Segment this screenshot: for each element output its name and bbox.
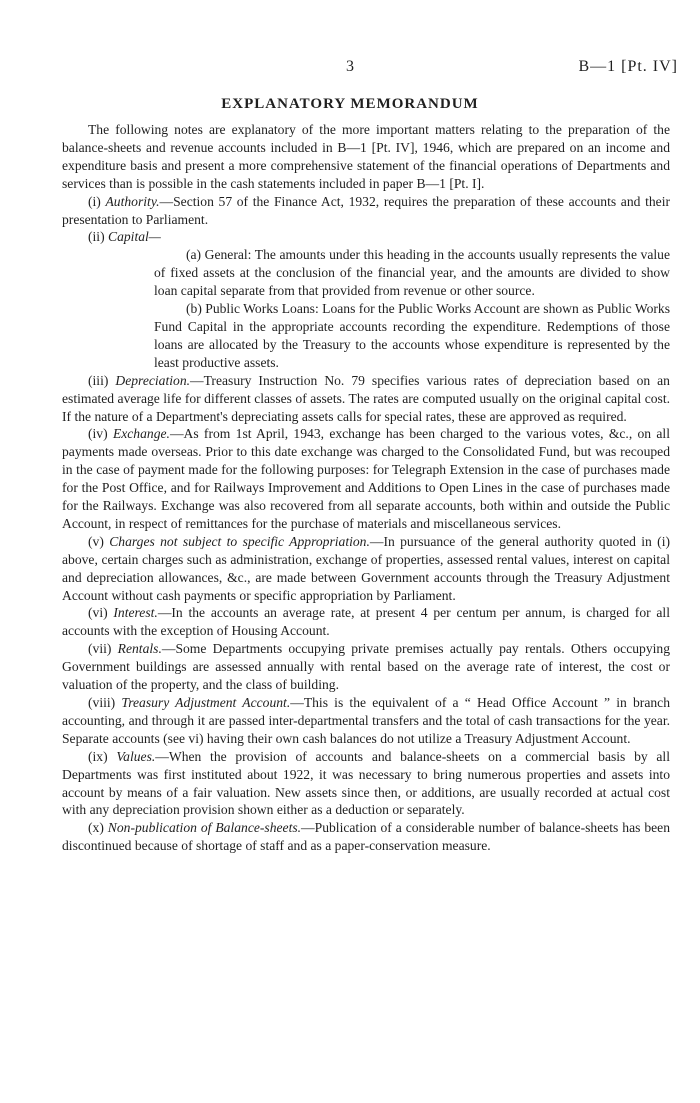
item-heading: Values. xyxy=(116,748,156,764)
item-text: —Some Departments occupying private premises actually pay rentals. Others occupying Government buildings are assessed annually with rental based on the average rate of interest, the cost or valuation of the property, and the class of building. xyxy=(62,641,670,693)
item-exchange xyxy=(62,425,670,532)
item-values xyxy=(62,748,670,820)
item-text: —This is the equivalent of a “ Head Office Account ” in branch accounting, and through it are passed inter-departmental transfers and the total of cash transactions for the year. Separate accounts (see vi) having their own cash balances do not utilize a Treasury Adjustment Account. xyxy=(62,695,670,746)
item-text: —In pursuance of the general authority quoted in (i) above, certain charges such as administration, exchange of properties, assessed rental values, interest on capital and depreciation allowances, &c., are made between Government accounts through the Treasury Adjustment Account without cash payments or specific appropriation by Parliament. xyxy=(62,533,671,603)
page-reference: B—1 [Pt. IV] xyxy=(578,58,678,75)
item-number: (ix) xyxy=(88,748,108,764)
item-interest xyxy=(62,604,670,640)
item-number: (ii) xyxy=(88,229,105,245)
item-heading: Rentals. xyxy=(117,641,162,657)
item-non-publication xyxy=(62,819,670,855)
item-treasury-adjustment xyxy=(62,694,670,748)
page-title: EXPLANATORY MEMORANDUM xyxy=(221,96,479,112)
item-text: —In the accounts an average rate, at present 4 per centum per annum, is charged for all accounts with the exception of Housing Account. xyxy=(62,605,670,639)
item-number: (i) xyxy=(88,193,101,209)
item-text: —As from 1st April, 1943, exchange has been charged to the various votes, &c., on all payments made overseas. Prior to this date exchange was charged to the Consolidated Fund, but was recouped in the case of payment made for the following purposes: for Telegraph Extension in the case of purchases made for the Post Office, and for Railways Improvement and Additions to Open Lines in the case of purchases made for the Railways. Exchange was also recovered from all separate accounts, both within and outside the Public Account, in respect of remittances for the purchase of materials and miscellaneous services. xyxy=(62,426,670,531)
item-depreciation xyxy=(62,372,670,426)
item-heading: Capital— xyxy=(108,229,161,245)
item-number: (vii) xyxy=(88,641,112,657)
item-heading: Depreciation. xyxy=(115,372,191,388)
capital-public-works-loans: (b) Public Works Loans: Loans for the Public Works Account are shown as Public Works Fund Capital in the appropriate accounts recording the expenditure. Redemptions of those loans are allocated by the Treasury to the accounts whose expenditure is represented by the least productive assets. xyxy=(154,301,670,370)
item-number: (vi) xyxy=(88,605,108,621)
item-authority xyxy=(62,193,670,229)
item-number: (v) xyxy=(88,533,104,549)
item-number: (iii) xyxy=(88,372,109,388)
item-capital xyxy=(62,228,670,246)
page-number: 3 xyxy=(346,58,354,75)
item-text: —Treasury Instruction No. 79 specifies various rates of depreciation based on an estimated average life for different classes of assets. The rates are computed usually on the original capital cost. If the nature of a Department's depreciating assets calls for special rates, these are approved as required. xyxy=(62,372,670,424)
item-number: (x) xyxy=(88,820,104,836)
item-text: —When the provision of accounts and balance-sheets on a commercial basis by all Departments was first instituted about 1922, it was necessary to bring numerous properties and assets into account by means of a fair valuation. New assets since then, or additions, are usually recorded at actual cost with any depreciation provision shown either as a deduction or separately. xyxy=(62,748,670,818)
item-rentals xyxy=(62,640,670,694)
item-number: (iv) xyxy=(88,426,108,442)
item-heading: Non-publication of Balance-sheets. xyxy=(107,820,302,836)
intro-paragraph: The following notes are explanatory of the more important matters relating to the preparation of the balance-sheets and revenue accounts included in B—1 [Pt. IV], 1946, which are prepared on an income and expenditure basis and present a more comprehensive statement of the financial operations of Departments and services than is possible in the cash statements included in paper B—1 [Pt. I]. xyxy=(62,122,670,191)
capital-general: (a) General: The amounts under this heading in the accounts usually represents the value of fixed assets at the conclusion of the financial year, and the amounts are divided to show loan capital separate from that provided from revenue or other source. xyxy=(154,247,670,299)
memorandum-body xyxy=(62,121,670,855)
item-number: (viii) xyxy=(88,695,116,710)
item-heading: Exchange. xyxy=(112,426,170,442)
item-heading: Authority. xyxy=(105,193,160,209)
item-heading: Charges not subject to specific Appropriation. xyxy=(109,533,370,549)
item-heading: Treasury Adjustment Account. xyxy=(121,695,291,710)
item-charges xyxy=(62,533,670,605)
item-heading: Interest. xyxy=(113,605,158,621)
item-text: —Section 57 of the Finance Act, 1932, requires the preparation of these accounts and their presentation to Parliament. xyxy=(62,193,670,227)
item-text: —Publication of a considerable number of balance-sheets has been discontinued because of shortage of staff and as a paper-conservation measure. xyxy=(62,820,670,854)
